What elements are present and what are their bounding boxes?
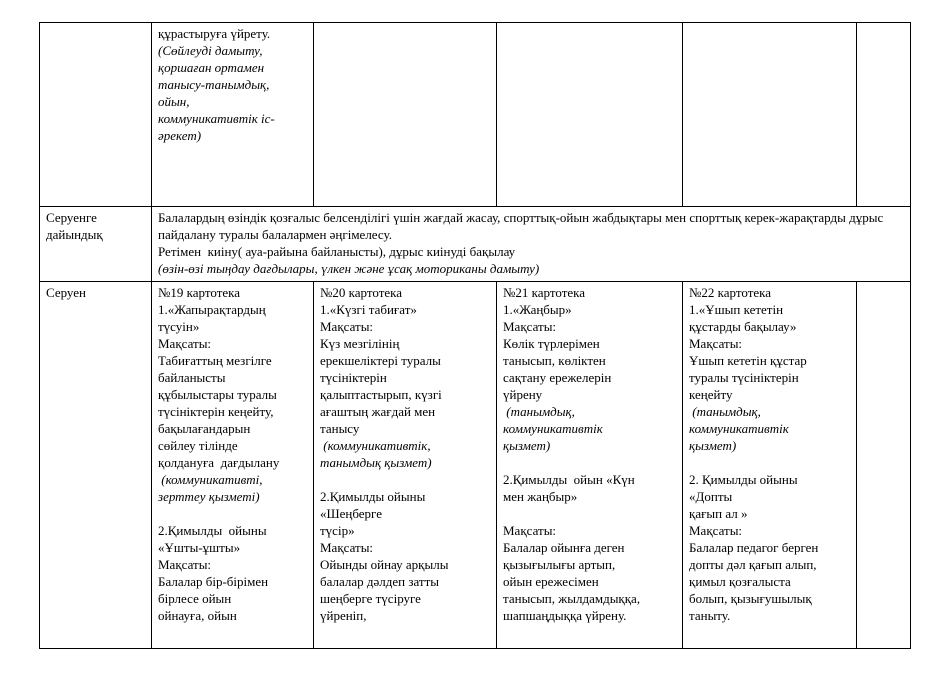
- row-label: [40, 23, 152, 207]
- walk-prep-cell: [152, 207, 911, 282]
- walk-card-19: [152, 282, 314, 649]
- card-activity-1: №20 картотека 1.«Күзгі табиғат» Мақсаты: Күз мезгілінің ерекшеліктері туралы түсініктерін қалыптастырып, күзгі ағаштың жағдай мен танысу: [320, 285, 442, 436]
- walk-prep-text-2: Ретімен киіну( ауа-райына байланысты), дұрыс киінуді бақылау: [158, 244, 516, 259]
- walk-card-22: [683, 282, 857, 649]
- card-activity-1: №22 картотека 1.«Ұшып кететін құстарды бақылау» Мақсаты: Ұшып кететін құстар туралы түсініктерін кеңейту: [689, 285, 807, 402]
- card-note: (коммуникативті, зерттеу қызметі): [158, 472, 263, 504]
- card-activity-2: 2.Қимылды ойын «Күн мен жаңбыр»: [503, 472, 635, 504]
- walk-card-21: [497, 282, 683, 649]
- cell-col1: [152, 23, 314, 207]
- card-activity-1: №21 картотека 1.«Жаңбыр» Мақсаты: Көлік түрлерімен танысып, көліктен сақтану ережелерін үйрену: [503, 285, 612, 402]
- schedule-table: [39, 22, 911, 649]
- card-activity-2: 2.Қимылды ойыны «Ұшты-ұшты» Мақсаты: Балалар бір-бірімен бірлесе ойын ойнауға, ойын: [158, 523, 269, 623]
- row-label: Серуенге дайындық: [40, 207, 152, 282]
- card-note: (танымдық, коммуникативтік қызмет): [689, 404, 789, 453]
- card-activity-2: 2. Қимылды ойыны «Допты қағып ал » Мақсаты: Балалар педагог берген допты дәл қағып алып, қимыл қозғалыста болып, қызығушылық таныту.: [689, 472, 819, 623]
- cell-col5: [857, 282, 911, 649]
- table-row: [40, 282, 911, 649]
- cell-col4: [683, 23, 857, 207]
- card-note: (танымдық, коммуникативтік қызмет): [503, 404, 603, 453]
- card-activity-1: №19 картотека 1.«Жапырақтардың түсуін» Мақсаты: Табиғаттың мезгілге байланысты құбылыстары туралы түсініктерін кеңейту, бақылағандарын сөйлеу тілінде қолдануға дағдылану: [158, 285, 280, 470]
- walk-card-20: [314, 282, 497, 649]
- walk-prep-text: Балалардың өзіндік қозғалыс белсенділігі үшін жағдай жасау, спорттық-ойын жабдықтары мен спорттық керек-жарақтарды дұрыс пайдалану туралы балалармен әңгімелесу.: [158, 210, 887, 242]
- table-row: [40, 207, 911, 282]
- card-activity-2: 2.Қимылды ойыны «Шеңберге түсір» Мақсаты: Ойынды ойнау арқылы балалар дәлдеп затты шеңберге түсіруге үйреніп,: [320, 489, 449, 623]
- table-row: [40, 23, 911, 207]
- cell-note: (Сөйлеуді дамыту, қоршаған ортамен танысу-танымдық, ойын, коммуникативтік іс- әрекет): [158, 43, 275, 143]
- cell-col3: [497, 23, 683, 207]
- cell-col5: [857, 23, 911, 207]
- cell-text: құрастыруға үйрету.: [158, 26, 271, 41]
- card-activity-2-goal: Мақсаты: Балалар ойынға деген қызығылығы артып, ойын ережесімен танысып, жылдамдыққа, шапшаңдыққа үйрену.: [503, 523, 641, 623]
- row-label: Серуен: [40, 282, 152, 649]
- cell-col2: [314, 23, 497, 207]
- card-note: (коммуникативтік, танымдық қызмет): [320, 438, 432, 470]
- walk-prep-note: (өзін-өзі тыңдау дағдылары, үлкен және ұсақ моториканы дамыту): [158, 261, 540, 276]
